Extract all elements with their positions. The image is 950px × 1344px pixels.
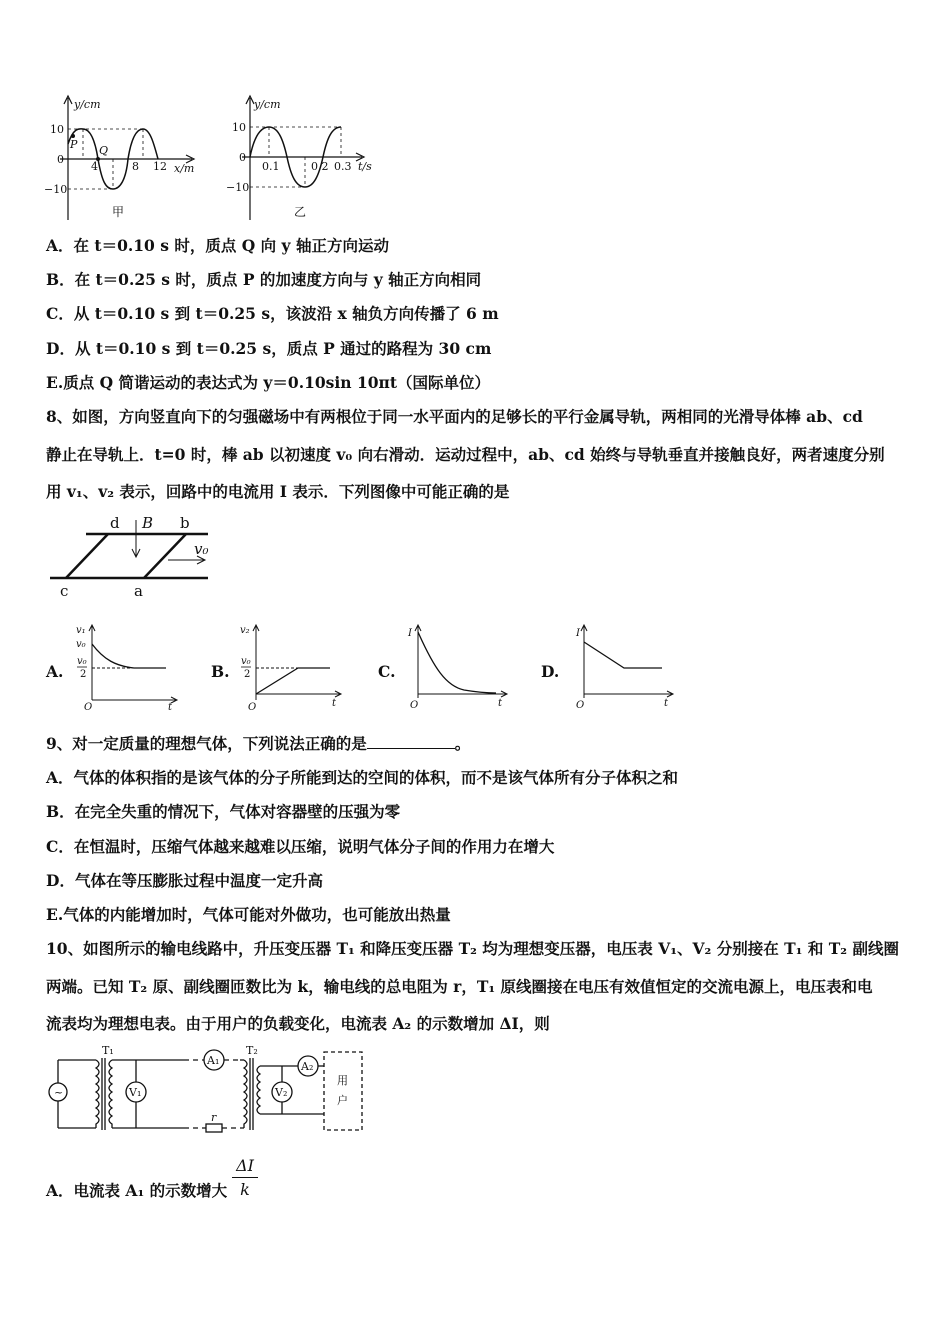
rails-figure [46, 512, 216, 600]
rail-label-d: d [110, 514, 120, 532]
jia-x-tick: 4 [91, 160, 98, 173]
q9-stem-text: 9、对一定质量的理想气体，下列说法正确的是 [46, 734, 367, 753]
q9-option-e: E.气体的内能增加时，气体可能对外做功，也可能放出热量 [46, 905, 451, 924]
graph-a-origin: O [84, 702, 93, 712]
q9-option-a: A．气体的体积指的是该气体的分子所能到达的空间的体积，而不是该气体所有分子体积之和 [46, 768, 679, 787]
jia-y-tick: 10 [50, 123, 64, 136]
graph-a-half-den: 2 [80, 669, 87, 680]
jia-x-label: x/m [174, 162, 195, 175]
jia-y-tick: −10 [44, 183, 68, 196]
yi-x-label: t/s [358, 160, 372, 173]
wave-graph-yi [222, 92, 382, 222]
point-p-label: P [70, 138, 78, 151]
graph-d-origin: O [576, 700, 585, 711]
v2-label: V₂ [275, 1086, 288, 1099]
jia-x-tick: 12 [153, 160, 167, 173]
q7-option-d: D．从 t＝0.10 s 到 t＝0.25 s，质点 P 通过的路程为 30 cm [46, 339, 492, 358]
delta-i-over-k-fraction [232, 1156, 258, 1199]
t2-label: T₂ [246, 1044, 258, 1057]
yi-x-tick: 0.3 [334, 160, 352, 173]
transmission-circuit [44, 1044, 366, 1140]
user-label: 用 [337, 1074, 348, 1087]
a2-label: A₂ [301, 1060, 314, 1073]
q10-option-a: A．电流表 A₁ 的示数增大 [46, 1181, 228, 1200]
rail-label-b: b [180, 514, 190, 532]
wave-graph-jia [40, 92, 210, 222]
q8-graph-b [234, 622, 344, 712]
graph-b-y-label: v₂ [240, 625, 250, 636]
graph-d-y-label: I [576, 628, 580, 639]
fraction-denominator: k [240, 1180, 250, 1199]
q8-graph-d [566, 622, 676, 712]
q10-stem-line: 流表均为理想电表。由于用户的负载变化，电流表 A₂ 的示数增加 ΔI，则 [46, 1014, 550, 1033]
q7-option-e: E.质点 Q 简谐运动的表达式为 y＝0.10sin 10πt（国际单位） [46, 373, 491, 392]
graph-b-x-label: t [332, 698, 337, 709]
yi-x-tick: 0.1 [262, 160, 280, 173]
q9-option-c: C．在恒温时，压缩气体越来越难以压缩，说明气体分子间的作用力在增大 [46, 837, 555, 856]
graph-c-x-label: t [498, 698, 503, 709]
graph-b-origin: O [248, 702, 257, 712]
q8-graph-c [400, 622, 510, 712]
v0-label: v₀ [194, 540, 209, 558]
graph-a-x-label: t [168, 702, 173, 712]
point-q-label: Q [99, 144, 109, 157]
rail-label-a: a [134, 582, 143, 600]
jia-caption: 甲 [112, 205, 125, 219]
graph-c-origin: O [410, 700, 419, 711]
field-b-label: B [142, 514, 154, 532]
graph-b-half-num: v₀ [241, 656, 251, 667]
q7-option-b: B．在 t＝0.25 s 时，质点 P 的加速度方向与 y 轴正方向相同 [46, 270, 482, 289]
r-label: r [211, 1111, 217, 1124]
a1-label: A₁ [207, 1054, 220, 1067]
q8-graph-letter: D. [541, 662, 560, 681]
jia-x-tick: 8 [132, 160, 139, 173]
user-label: 户 [337, 1094, 348, 1107]
q8-graph-letter: C. [378, 662, 396, 681]
ac-source-symbol: ~ [54, 1086, 64, 1099]
yi-y-label: y/cm [254, 98, 281, 111]
yi-y-tick: −10 [226, 181, 250, 194]
jia-y-label: y/cm [74, 98, 101, 111]
graph-b-half-den: 2 [244, 669, 251, 680]
q8-graph-a [70, 622, 180, 712]
t1-label: T₁ [102, 1044, 114, 1057]
q8-stem-line: 静止在导轨上．t=0 时，棒 ab 以初速度 v₀ 向右滑动．运动过程中，ab、cd 始终与导轨垂直并接触良好，两者速度分别 [46, 445, 885, 464]
graph-a-half-num: v₀ [77, 656, 87, 667]
q7-option-a: A．在 t＝0.10 s 时，质点 Q 向 y 轴正方向运动 [46, 236, 389, 255]
graph-d-x-label: t [664, 698, 669, 709]
q8-graph-letter: B. [211, 662, 230, 681]
fraction-numerator: ΔI [232, 1156, 258, 1178]
q10-stem-line: 两端。已知 T₂ 原、副线圈匝数比为 k，输电线的总电阻为 r，T₁ 原线圈接在电压有效值恒定的交流电源上，电压表和电 [46, 977, 873, 996]
q9-option-d: D．气体在等压膨胀过程中温度一定升高 [46, 871, 323, 890]
graph-c-y-label: I [408, 628, 412, 639]
rail-label-c: c [60, 582, 69, 600]
q9-stem-end: 。 [454, 734, 471, 753]
yi-y-tick: 10 [232, 121, 246, 134]
q8-stem-line: 用 v₁、v₂ 表示，回路中的电流用 I 表示．下列图像中可能正确的是 [46, 482, 510, 501]
v1-label: V₁ [129, 1086, 142, 1099]
jia-y-tick: 0 [57, 153, 64, 166]
yi-x-tick: 0.2 [311, 160, 329, 173]
graph-a-y-label: v₁ [76, 625, 86, 636]
q8-stem-line: 8、如图，方向竖直向下的匀强磁场中有两根位于同一水平面内的足够长的平行金属导轨，两相同的光滑导体棒 ab、cd [46, 407, 863, 426]
q9-option-b: B．在完全失重的情况下，气体对容器壁的压强为零 [46, 802, 401, 821]
q8-graph-letter: A. [46, 662, 64, 681]
graph-a-y-top: v₀ [76, 639, 86, 650]
q10-stem-line: 10、如图所示的输电线路中，升压变压器 T₁ 和降压变压器 T₂ 均为理想变压器，电压表 V₁、V₂ 分别接在 T₁ 和 T₂ 副线圈 [46, 939, 899, 958]
yi-y-tick: 0 [239, 151, 246, 164]
q9-stem [46, 734, 470, 754]
answer-blank [367, 734, 455, 749]
yi-caption: 乙 [294, 205, 307, 219]
q7-option-c: C．从 t＝0.10 s 到 t＝0.25 s，该波沿 x 轴负方向传播了 6 m [46, 304, 499, 323]
